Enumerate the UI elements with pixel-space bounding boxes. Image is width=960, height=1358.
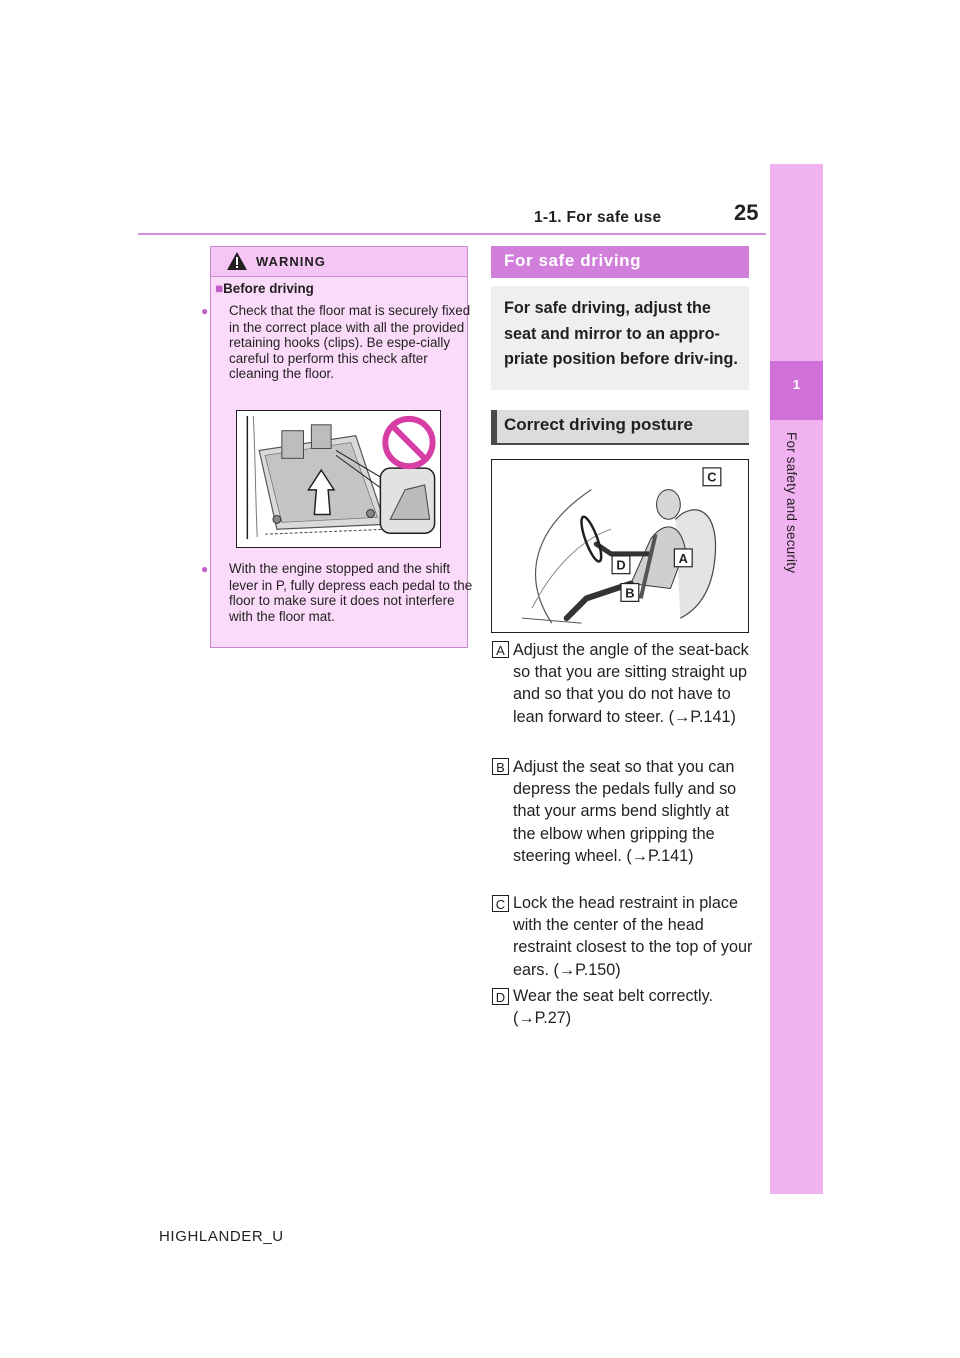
warning-subheading-text: Before driving — [223, 281, 314, 296]
step-text: Wear the seat belt correctly. (→P.27) — [513, 987, 714, 1028]
label-c: C — [707, 469, 717, 485]
chapter-number: 1 — [792, 377, 801, 392]
step-letter: B — [492, 758, 509, 775]
chapter-title-vertical — [772, 432, 812, 732]
warning-bullet-text: With the engine stopped and the shift lever in P, fully depress each pedal to the floor to make sure it does not interfere with the floor mat. — [229, 561, 473, 624]
warning-subheading — [215, 281, 314, 297]
warning-bullet-text: Check that the floor mat is securely fixed in the correct place with all the provided retaining hooks (clips). Be espe-cially careful to perform this check after cleaning the floor. — [229, 303, 471, 381]
label-b: B — [625, 585, 635, 601]
step-text: Adjust the seat so that you can depress the pedals fully and so that your arms bend slightly at the elbow when gripping the steering wheel. (→P.141) — [513, 758, 737, 865]
square-bullet-icon: ■ — [215, 281, 224, 296]
warning-triangle-icon — [226, 251, 248, 271]
header-rule — [138, 233, 766, 235]
warning-bullet — [201, 561, 479, 624]
intro-text: For safe driving, adjust the seat and mirror to an appro-priate position before driv-ing. — [504, 299, 738, 368]
circle-bullet-icon: ● — [201, 304, 209, 318]
subsection-heading-posture — [491, 410, 749, 444]
step-letter: D — [492, 988, 509, 1005]
label-a: A — [678, 550, 688, 566]
circle-bullet-icon: ● — [201, 562, 209, 576]
driving-posture-illustration — [491, 459, 749, 633]
label-d: D — [616, 557, 626, 573]
step-letter: A — [492, 641, 509, 658]
warning-title: WARNING — [256, 254, 326, 269]
page-number: 25 — [734, 200, 759, 225]
step-letter: C — [492, 895, 509, 912]
step-text: Adjust the angle of the seat-back so that you are sitting straight up and so that you do not have to lean forward to steer. (→P.141) — [513, 641, 749, 726]
section-heading-text: For safe driving — [504, 251, 642, 270]
chapter-title: For safety and security — [784, 432, 799, 574]
section-title: 1-1. For safe use — [534, 209, 662, 226]
floor-mat-illustration — [236, 410, 441, 548]
warning-title-bar — [211, 247, 467, 277]
subsection-heading-text: Correct driving posture — [504, 415, 693, 434]
section-heading-safe-driving — [491, 246, 749, 278]
heading-rule — [491, 443, 749, 445]
warning-bullet — [201, 303, 479, 382]
step-text: Lock the head restraint in place with the center of the head restraint closest to the top of your ears. (→P.150) — [513, 894, 753, 979]
footer-model: HIGHLANDER_U — [159, 1228, 284, 1245]
